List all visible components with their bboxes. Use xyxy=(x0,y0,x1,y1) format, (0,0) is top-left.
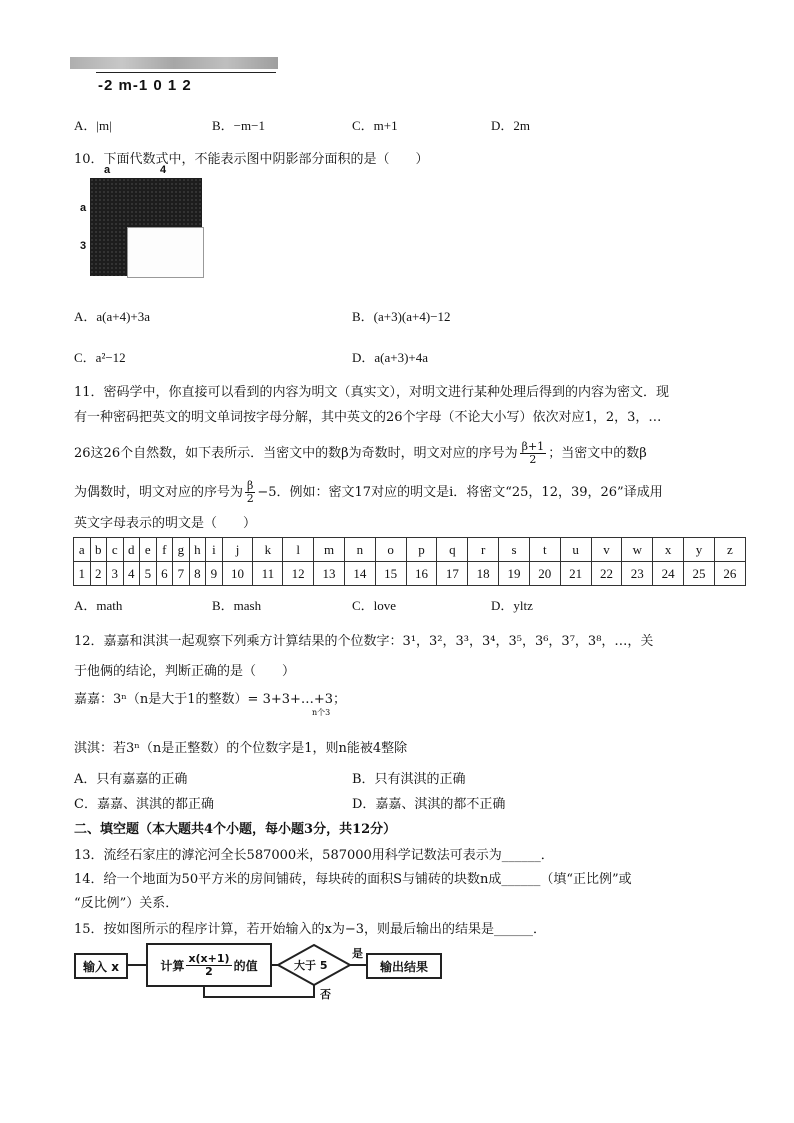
q11-line1: 11．密码学中，你直接可以看到的内容为明文（真实文），对明文进行某种处理后得到的内容为密文．现 xyxy=(74,385,670,400)
calc-suffix: 的值 xyxy=(233,958,258,973)
table-cell-letter: h xyxy=(189,538,206,562)
unshaded-rectangle xyxy=(127,227,204,278)
q11-option-b: B．mash xyxy=(212,598,262,613)
q12-option-a: A．只有嘉嘉的正确 xyxy=(74,772,188,787)
q11-option-d: D．yltz xyxy=(491,598,533,613)
q9-option-a: A．|m| xyxy=(74,118,112,133)
q10-option-a: A．a(a+4)+3a xyxy=(74,309,151,324)
q11-line4-text: 为偶数时，明文对应的序号为 xyxy=(74,485,244,500)
q12-option-b: B．只有淇淇的正确 xyxy=(352,772,466,787)
output-box: 输出结果 xyxy=(366,953,442,979)
q11-line4-tail: −5．例如：密文17对应的明文是i．将密文“25，12，39，26”译成用 xyxy=(257,485,663,500)
table-cell-letter: z xyxy=(714,538,745,562)
table-cell-number: 20 xyxy=(529,562,560,586)
frac-numerator: β+1 xyxy=(521,440,545,453)
table-cell-letter: m xyxy=(314,538,345,562)
table-cell-letter: k xyxy=(253,538,283,562)
frac-numerator: β xyxy=(247,479,254,492)
table-cell-letter: r xyxy=(468,538,499,562)
q9-option-d: D．2m xyxy=(491,118,531,133)
table-row-letters xyxy=(74,538,746,562)
q12-line1: 12．嘉嘉和淇淇一起观察下列乘方计算结果的个位数字：3¹，3²，3³，3⁴，3⁵，3⁶，3⁷，3⁸，…，关 xyxy=(74,634,654,649)
q9-option-b: B．−m−1 xyxy=(212,118,265,133)
q12-brace-note: n个3 xyxy=(312,708,331,717)
number-line-labels: -2 m-1 0 1 2 xyxy=(98,77,192,94)
decision-label: 大于 5 xyxy=(294,959,328,972)
table-cell-letter: s xyxy=(499,538,530,562)
q12-option-c: C．嘉嘉、淇淇的都正确 xyxy=(74,797,214,812)
table-cell-number: 19 xyxy=(499,562,530,586)
q11-line3-text: 26这26个自然数，如下表所示．当密文中的数β为奇数时，明文对应的序号为 xyxy=(74,446,518,461)
q11-line3-tail: ；当密文中的数β xyxy=(548,446,647,461)
q15-text: 15．按如图所示的程序计算，若开始输入的x为−3，则最后输出的结果是______． xyxy=(74,922,547,937)
scan-artifact xyxy=(70,57,278,69)
q11-line5: 英文字母表示的明文是（ ） xyxy=(74,516,257,531)
input-box: 输入 x xyxy=(74,953,128,979)
calc-denominator: 2 xyxy=(205,964,213,978)
label-a-top: a xyxy=(104,164,111,176)
table-cell-number: 5 xyxy=(140,562,157,586)
table-cell-letter: e xyxy=(140,538,157,562)
yes-label: 是 xyxy=(352,947,363,960)
q12-qiqi: 淇淇：若3ⁿ（n是正整数）的个位数字是1，则n能被4整除 xyxy=(74,741,408,756)
q11-line4 xyxy=(74,480,663,505)
label-a-left: a xyxy=(80,202,87,214)
table-cell-number: 10 xyxy=(222,562,253,586)
q11-line2: 有一种密码把英文的明文单词按字母分解，其中英文的26个字母（不论大小写）依次对应1，2，3，… xyxy=(74,410,662,425)
table-cell-letter: d xyxy=(123,538,140,562)
table-cell-number: 9 xyxy=(206,562,223,586)
q10-option-c: C．a²−12 xyxy=(74,350,126,365)
table-cell-letter: j xyxy=(222,538,253,562)
table-cell-letter: x xyxy=(653,538,684,562)
table-cell-letter: y xyxy=(684,538,715,562)
calc-numerator: x(x+1) xyxy=(188,951,230,965)
table-cell-letter: i xyxy=(206,538,223,562)
table-cell-letter: g xyxy=(173,538,190,562)
table-cell-number: 7 xyxy=(173,562,190,586)
q9-option-c: C．m+1 xyxy=(352,118,398,133)
q10-square-figure xyxy=(72,164,212,282)
frac-denominator: 2 xyxy=(246,492,254,505)
frac-denominator: 2 xyxy=(529,453,537,466)
table-cell-number: 23 xyxy=(622,562,653,586)
q11-fraction-odd xyxy=(520,441,547,466)
q10-option-b: B．(a+3)(a+4)−12 xyxy=(352,309,451,324)
section2-heading: 二、填空题（本大题共4个小题，每小题3分，共12分） xyxy=(74,822,397,837)
number-line-figure xyxy=(70,55,280,101)
table-cell-number: 3 xyxy=(107,562,124,586)
table-cell-letter: t xyxy=(529,538,560,562)
calc-fraction xyxy=(186,953,231,978)
q10-option-d: D．a(a+3)+4a xyxy=(352,350,429,365)
table-cell-number: 1 xyxy=(74,562,91,586)
no-label: 否 xyxy=(320,988,331,1001)
table-cell-number: 26 xyxy=(714,562,745,586)
table-cell-letter: w xyxy=(622,538,653,562)
table-cell-number: 25 xyxy=(684,562,715,586)
table-cell-number: 22 xyxy=(591,562,622,586)
table-cell-number: 18 xyxy=(468,562,499,586)
table-cell-number: 13 xyxy=(314,562,345,586)
table-cell-number: 16 xyxy=(406,562,437,586)
label-four: 4 xyxy=(160,164,167,176)
q10-stem: 10．下面代数式中，不能表示图中阴影部分面积的是（ ） xyxy=(74,152,429,167)
label-three: 3 xyxy=(80,240,87,252)
q15-flowchart xyxy=(74,943,446,1007)
table-cell-letter: l xyxy=(283,538,314,562)
table-cell-letter: b xyxy=(90,538,107,562)
table-cell-letter: f xyxy=(156,538,173,562)
q14-line2: “反比例”）关系． xyxy=(74,896,179,911)
table-cell-letter: u xyxy=(560,538,591,562)
table-cell-letter: a xyxy=(74,538,91,562)
number-line-axis xyxy=(96,72,276,73)
table-cell-letter: c xyxy=(107,538,124,562)
q11-line3 xyxy=(74,441,647,466)
calc-box xyxy=(146,943,272,987)
table-cell-number: 15 xyxy=(375,562,406,586)
q12-line2: 于他俩的结论，判断正确的是（ ） xyxy=(74,664,296,679)
q12-option-d: D．嘉嘉、淇淇的都不正确 xyxy=(352,797,506,812)
cipher-table xyxy=(73,537,746,586)
table-cell-number: 17 xyxy=(437,562,468,586)
table-cell-number: 12 xyxy=(283,562,314,586)
table-cell-number: 4 xyxy=(123,562,140,586)
table-cell-letter: q xyxy=(437,538,468,562)
table-cell-letter: n xyxy=(344,538,375,562)
calc-prefix: 计算 xyxy=(160,958,185,973)
q11-fraction-even xyxy=(245,480,255,505)
q14-line1: 14．给一个地面为50平方米的房间铺砖，每块砖的面积S与铺砖的块数n成______（填“正比例”或 xyxy=(74,872,632,887)
table-cell-number: 24 xyxy=(653,562,684,586)
q13-text: 13．流经石家庄的滹沱河全长587000米，587000用科学记数法可表示为______． xyxy=(74,848,554,863)
q11-option-c: C．love xyxy=(352,598,397,613)
q12-jiajia: 嘉嘉：3ⁿ（n是大于1的整数）= 3+3+…+3； xyxy=(74,692,347,707)
table-cell-letter: p xyxy=(406,538,437,562)
table-cell-number: 2 xyxy=(90,562,107,586)
table-cell-number: 14 xyxy=(344,562,375,586)
table-cell-number: 8 xyxy=(189,562,206,586)
table-cell-letter: o xyxy=(375,538,406,562)
table-cell-letter: v xyxy=(591,538,622,562)
table-cell-number: 21 xyxy=(560,562,591,586)
table-cell-number: 11 xyxy=(253,562,283,586)
table-cell-number: 6 xyxy=(156,562,173,586)
q11-option-a: A．math xyxy=(74,598,123,613)
table-row-numbers xyxy=(74,562,746,586)
